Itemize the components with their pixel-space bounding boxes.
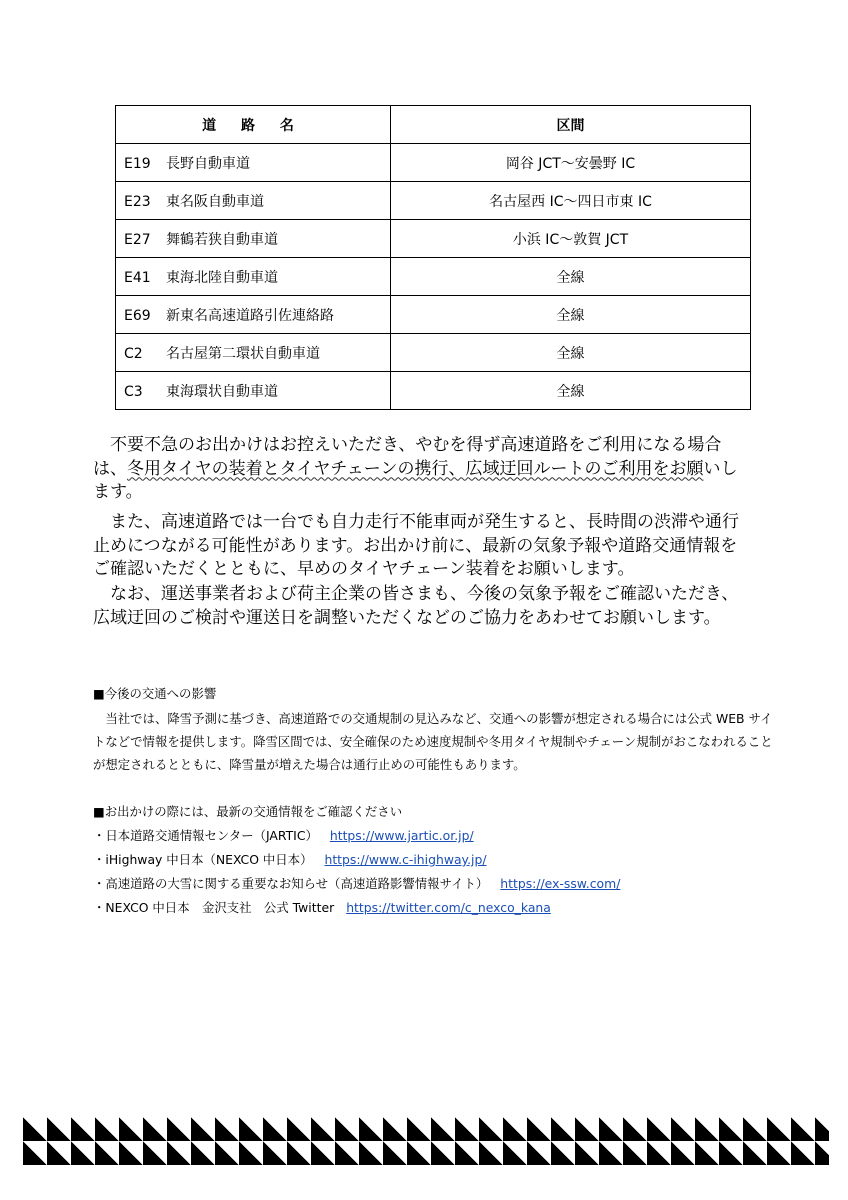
list-item — [93, 872, 620, 896]
road-code: C3 — [124, 383, 143, 400]
road-section-table — [115, 105, 751, 410]
list-item — [93, 824, 620, 848]
road-name-cell — [116, 334, 391, 372]
road-name-cell — [116, 220, 391, 258]
ex-ssw-link[interactable]: https://ex-ssw.com/ — [500, 876, 621, 891]
road-name-cell — [116, 372, 391, 410]
table-header-row — [116, 106, 751, 144]
decorative-footer-band — [23, 1117, 829, 1165]
section-cell: 全線 — [391, 372, 751, 410]
link-label: ・NEXCO 中日本 金沢支社 公式 Twitter — [93, 900, 335, 915]
notice-text-end: いします。 — [93, 458, 738, 502]
impact-heading: ■今後の交通への影響 — [93, 686, 217, 701]
jartic-link[interactable]: https://www.jartic.or.jp/ — [329, 828, 474, 843]
notice-paragraph-1 — [93, 434, 753, 505]
twitter-link[interactable]: https://twitter.com/c_nexco_kana — [346, 900, 551, 915]
impact-body: 当社では、降雪予測に基づき、高速道路での交通規制の見込みなど、交通への影響が想定される場合には公式 WEB サイトなどで情報を提供します。降雪区間では、安全確保のため速度規制や冬用タイヤ規制やチェーン規制がおこなわれることが想定されるとともに、降雪量が増えた場合は通行止めの可能性もあります。 — [93, 711, 773, 772]
table-row — [116, 220, 751, 258]
road-name: 新東名高速道路引佐連絡路 — [166, 307, 334, 324]
road-code: E27 — [124, 231, 151, 248]
road-name-cell — [116, 144, 391, 182]
road-name: 舞鶴若狭自動車道 — [166, 231, 278, 248]
notice-text: 不要不急のお出かけはお控えいただき、やむを得ず高速道路をご利用になる場合は、 — [93, 435, 722, 479]
table-row — [116, 372, 751, 410]
list-item — [93, 896, 620, 920]
road-name: 長野自動車道 — [166, 155, 250, 172]
info-link-list — [93, 824, 620, 920]
road-name: 東海環状自動車道 — [166, 383, 278, 400]
section-cell: 全線 — [391, 258, 751, 296]
road-code: E69 — [124, 307, 151, 324]
road-name-cell — [116, 182, 391, 220]
road-name-cell — [116, 258, 391, 296]
table-row — [116, 182, 751, 220]
section-cell: 岡谷 JCT～安曇野 IC — [391, 144, 751, 182]
notice-paragraph-3: なお、運送事業者および荷主企業の皆さまも、今後の気象予報をご確認いただき、広域迂回のご検討や運送日を調整いただくなどのご協力をあわせてお願いします。 — [93, 584, 739, 628]
road-code: E41 — [124, 269, 151, 286]
road-name: 東海北陸自動車道 — [166, 269, 278, 286]
notice-underlined-text: 冬用タイヤの装着とタイヤチェーンの携行、広域迂回ルートのご利用をお願 — [127, 458, 704, 479]
road-name-cell — [116, 296, 391, 334]
ihighway-link[interactable]: https://www.c-ihighway.jp/ — [324, 852, 487, 867]
info-heading: ■お出かけの際には、最新の交通情報をご確認ください — [93, 804, 403, 819]
link-label: ・日本道路交通情報センター（JARTIC） — [93, 828, 318, 843]
table-row — [116, 334, 751, 372]
table-row — [116, 258, 751, 296]
section-cell: 全線 — [391, 296, 751, 334]
road-code: E19 — [124, 155, 151, 172]
header-road-name: 道 路 名 — [116, 106, 391, 144]
road-name: 名古屋第二環状自動車道 — [166, 345, 320, 362]
road-code: E23 — [124, 193, 151, 210]
link-label: ・高速道路の大雪に関する重要なお知らせ（高速道路影響情報サイト） — [93, 876, 489, 891]
table-row — [116, 144, 751, 182]
section-cell: 全線 — [391, 334, 751, 372]
notice-paragraph-2: また、高速道路では一台でも自力走行不能車両が発生すると、長時間の渋滞や通行止めにつながる可能性があります。お出かけ前に、最新の気象予報や道路交通情報をご確認いただくとともに、早めのタイヤチェーン装着をお願いします。 — [93, 512, 739, 579]
section-cell: 名古屋西 IC～四日市東 IC — [391, 182, 751, 220]
road-name: 東名阪自動車道 — [166, 193, 264, 210]
list-item — [93, 848, 620, 872]
section-cell: 小浜 IC～敦賀 JCT — [391, 220, 751, 258]
header-section: 区間 — [391, 106, 751, 144]
link-label: ・iHighway 中日本（NEXCO 中日本） — [93, 852, 313, 867]
table-row — [116, 296, 751, 334]
road-code: C2 — [124, 345, 143, 362]
